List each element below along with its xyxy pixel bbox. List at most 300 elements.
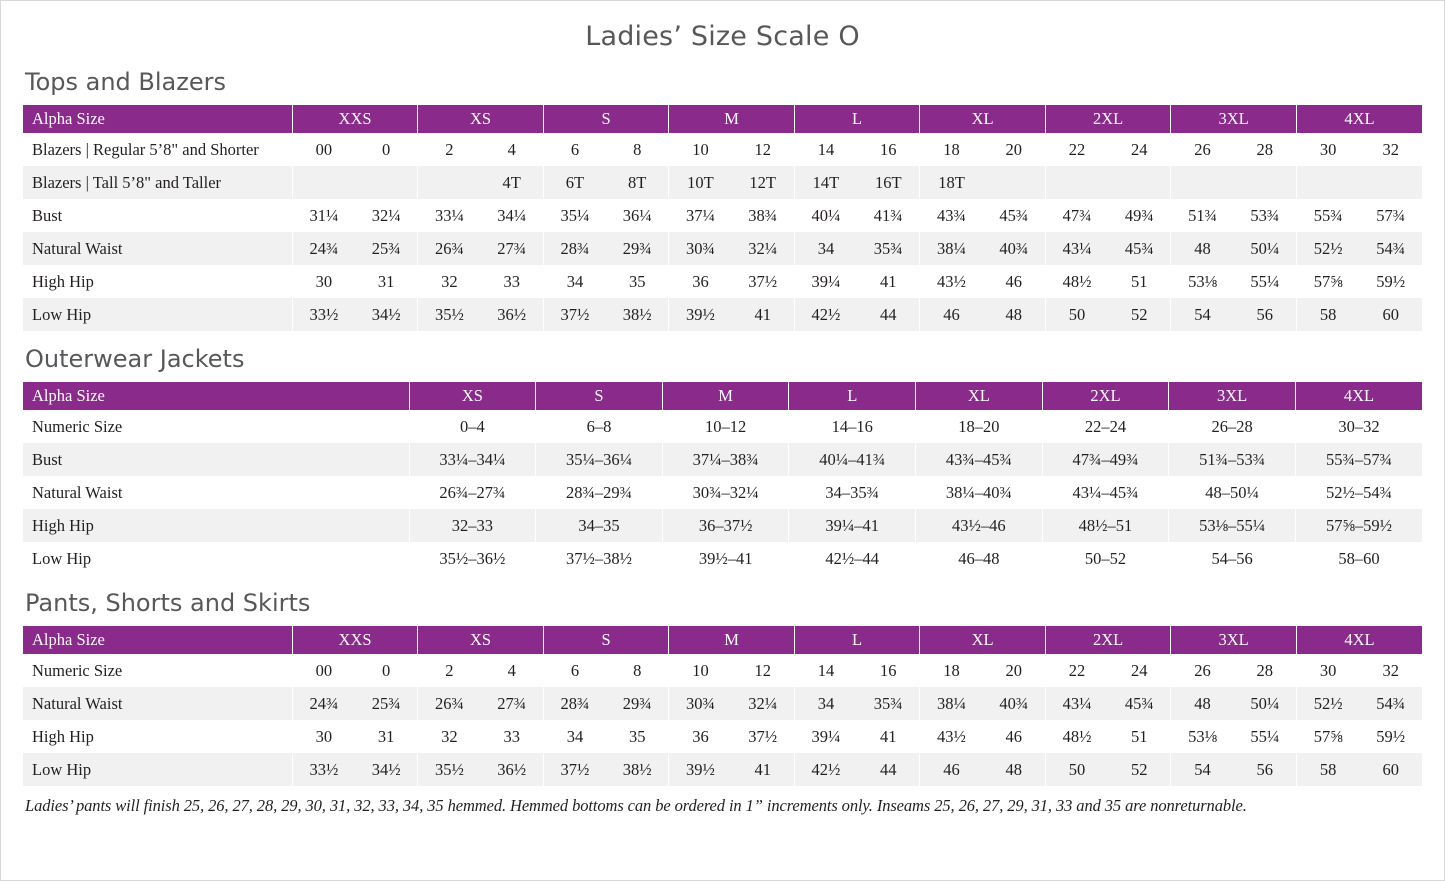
table-row	[23, 720, 1422, 753]
cell-value: 54	[1194, 305, 1211, 324]
cell-value: 48½	[1062, 272, 1092, 291]
cell-value: 34½	[371, 305, 401, 324]
cell-value: 58	[1319, 305, 1337, 324]
table-row	[23, 542, 1422, 575]
table-cell: 34–35	[536, 509, 663, 542]
cell-value: 53⅛	[1188, 272, 1217, 291]
row-label: Low Hip	[23, 542, 409, 575]
table-cell: 50–52	[1042, 542, 1169, 575]
table-row	[23, 509, 1422, 542]
row-label: High Hip	[23, 720, 292, 753]
table-cell	[669, 753, 795, 786]
table-cell: 32–33	[409, 509, 536, 542]
table-cell: 43¾–45¾	[916, 443, 1043, 476]
table-cell: 34–35¾	[789, 476, 916, 509]
cell-value: 31	[377, 272, 395, 291]
table-cell	[1171, 265, 1297, 298]
cell-value: 0	[382, 140, 391, 159]
table-cell: 35¼–36¼	[536, 443, 663, 476]
cell-value: 60	[1382, 305, 1399, 324]
table-row	[23, 298, 1422, 331]
cell-value: 34¼	[497, 206, 527, 225]
table-cell	[1171, 753, 1297, 786]
cell-value: 8T	[628, 173, 647, 192]
cell-value: 49¾	[1124, 206, 1154, 225]
cell-value: 22	[1068, 140, 1086, 159]
table-cell	[920, 133, 1046, 166]
table-cell	[794, 720, 920, 753]
cell-value: 30	[1319, 140, 1337, 159]
table-cell	[543, 298, 669, 331]
table-cell	[292, 720, 418, 753]
column-header: 4XL	[1296, 626, 1422, 654]
table-cell	[418, 166, 544, 199]
table-pants-shorts-and-skirts	[23, 626, 1422, 786]
table-cell	[1045, 232, 1171, 265]
cell-value: 48	[1194, 694, 1211, 713]
page-title: Ladies’ Size Scale O	[585, 21, 860, 52]
table-outerwear-jackets	[23, 382, 1422, 575]
cell-value: 00	[315, 140, 333, 159]
cell-value: 43¼	[1062, 239, 1092, 258]
cell-value: 30¾	[686, 694, 715, 713]
table-row	[23, 654, 1422, 687]
cell-value: 2	[445, 140, 454, 159]
cell-value: 12	[754, 661, 771, 680]
cell-value: 34	[566, 272, 584, 291]
cell-value: 43½	[937, 727, 966, 746]
row-label: High Hip	[23, 265, 292, 298]
table-cell: 39¼–41	[789, 509, 916, 542]
cell-value: 00	[315, 661, 333, 680]
cell-value: 35	[628, 727, 646, 746]
table-cell	[1296, 687, 1422, 720]
table-cell	[1296, 133, 1422, 166]
cell-value: 45¾	[1124, 694, 1154, 713]
table-cell	[292, 654, 418, 687]
table-cell: 52½–54¾	[1295, 476, 1422, 509]
table-cell: 43¼–45¾	[1042, 476, 1169, 509]
table-cell: 28¾–29¾	[536, 476, 663, 509]
column-header: L	[789, 382, 916, 410]
column-header: XXS	[292, 105, 418, 133]
table-cell	[418, 720, 544, 753]
table-header-row	[23, 626, 1422, 654]
table-row	[23, 133, 1422, 166]
cell-value: 42½	[811, 760, 841, 779]
cell-value: 27¾	[497, 694, 527, 713]
cell-value: 28¾	[560, 694, 590, 713]
table-cell	[292, 687, 418, 720]
table-cell	[1296, 199, 1422, 232]
table-cell: 53⅛–55¼	[1169, 509, 1296, 542]
table-cell	[794, 166, 920, 199]
cell-value: 25¾	[371, 694, 401, 713]
table-row	[23, 232, 1422, 265]
cell-value: 22	[1068, 661, 1086, 680]
cell-value: 54	[1194, 760, 1211, 779]
cell-value: 47¾	[1062, 206, 1092, 225]
table-cell	[1296, 753, 1422, 786]
cell-value: 56	[1256, 760, 1274, 779]
table-row	[23, 687, 1422, 720]
table-cell	[1045, 720, 1171, 753]
table-cell	[1045, 199, 1171, 232]
table-cell	[794, 298, 920, 331]
row-label: Bust	[23, 443, 409, 476]
cell-value: 44	[879, 305, 897, 324]
table-cell	[1296, 166, 1422, 199]
row-label: Low Hip	[23, 298, 292, 331]
cell-value: 38½	[622, 305, 652, 324]
cell-value: 52	[1131, 760, 1148, 779]
table-cell	[1171, 298, 1297, 331]
table-cell	[292, 166, 418, 199]
table-cell	[794, 753, 920, 786]
table-cell	[418, 298, 544, 331]
table-cell	[1171, 654, 1297, 687]
cell-value: 36½	[497, 305, 527, 324]
cell-value: 14	[817, 661, 835, 680]
cell-value: 6	[570, 140, 580, 159]
column-header: XL	[920, 626, 1046, 654]
table-cell: 40¼–41¾	[789, 443, 916, 476]
cell-value: 59½	[1376, 272, 1406, 291]
table-cell: 0–4	[409, 410, 536, 443]
table-cell	[669, 654, 795, 687]
column-header: S	[536, 382, 663, 410]
cell-value: 48	[1005, 305, 1022, 324]
table-row	[23, 265, 1422, 298]
cell-value: 34	[817, 239, 835, 258]
table-cell	[1045, 654, 1171, 687]
table-cell	[418, 199, 544, 232]
table-cell	[920, 199, 1046, 232]
table-cell	[1045, 265, 1171, 298]
cell-value: 10	[692, 661, 709, 680]
cell-value: 6T	[565, 173, 585, 192]
column-header: M	[669, 105, 795, 133]
cell-value: 35½	[434, 305, 464, 324]
table-cell	[292, 298, 418, 331]
section-title-outerwear-jackets: Outerwear Jackets	[25, 345, 245, 373]
table-cell	[920, 232, 1046, 265]
cell-value: 46	[943, 760, 960, 779]
cell-value: 30¾	[686, 239, 715, 258]
cell-value: 41	[754, 760, 771, 779]
cell-value: 40¾	[999, 694, 1029, 713]
table-cell: 10–12	[662, 410, 789, 443]
table-cell	[292, 753, 418, 786]
footnote: Ladies’ pants will finish 25, 26, 27, 28, 29, 30, 31, 32, 33, 34, 35 hemmed. Hemmed bottoms can be ordered in 1” increments only. Inseams 25, 26, 27, 29, 31, 33 and 35 are nonreturnable.	[25, 796, 1247, 815]
cell-value: 26¾	[434, 239, 464, 258]
cell-value: 55¼	[1250, 272, 1280, 291]
table-cell	[1045, 753, 1171, 786]
column-header: XL	[916, 382, 1043, 410]
cell-value: 46	[1005, 727, 1022, 746]
table-cell: 39½–41	[662, 542, 789, 575]
table-cell	[543, 265, 669, 298]
table-row	[23, 753, 1422, 786]
row-label: Numeric Size	[23, 654, 292, 687]
cell-value: 4	[507, 661, 516, 680]
table-cell	[794, 687, 920, 720]
table-cell: 18–20	[916, 410, 1043, 443]
cell-value: 52	[1131, 305, 1148, 324]
table-cell	[543, 166, 669, 199]
row-label: Natural Waist	[23, 232, 292, 265]
cell-value: 20	[1005, 661, 1022, 680]
cell-value: 37½	[560, 760, 590, 779]
cell-value: 39¼	[811, 727, 841, 746]
cell-value: 41¾	[873, 206, 903, 225]
table-row	[23, 476, 1422, 509]
table-cell	[794, 133, 920, 166]
row-label: Bust	[23, 199, 292, 232]
cell-value: 30	[315, 272, 333, 291]
column-header: 3XL	[1171, 626, 1297, 654]
cell-value: 4T	[502, 173, 521, 192]
cell-value: 33	[503, 727, 520, 746]
column-header: 3XL	[1169, 382, 1296, 410]
table-cell	[669, 232, 795, 265]
cell-value: 39½	[686, 305, 715, 324]
column-header: M	[669, 626, 795, 654]
cell-value: 45¾	[1124, 239, 1154, 258]
cell-value: 29¾	[622, 694, 652, 713]
cell-value: 38¼	[937, 694, 966, 713]
row-label: Natural Waist	[23, 687, 292, 720]
cell-value: 57⅝	[1313, 272, 1343, 291]
cell-value: 60	[1382, 760, 1399, 779]
cell-value: 56	[1256, 305, 1274, 324]
row-label: Natural Waist	[23, 476, 409, 509]
table-cell	[669, 265, 795, 298]
table-cell	[1171, 133, 1297, 166]
cell-value: 4	[507, 140, 516, 159]
table-cell	[920, 687, 1046, 720]
table-cell	[920, 265, 1046, 298]
table-cell	[1171, 720, 1297, 753]
table-cell: 57⅝–59½	[1295, 509, 1422, 542]
column-header: XXS	[292, 626, 418, 654]
cell-value: 48½	[1062, 727, 1092, 746]
table-cell: 55¾–57¾	[1295, 443, 1422, 476]
table-cell	[292, 133, 418, 166]
table-cell	[418, 753, 544, 786]
cell-value: 6	[570, 661, 580, 680]
column-header: XS	[418, 105, 544, 133]
cell-value: 32¼	[371, 206, 401, 225]
table-cell: 48–50¼	[1169, 476, 1296, 509]
cell-value: 35¾	[873, 694, 903, 713]
cell-value: 33½	[309, 760, 339, 779]
cell-value: 32	[1382, 140, 1399, 159]
cell-value: 55¾	[1313, 206, 1343, 225]
table-cell	[1045, 133, 1171, 166]
cell-value: 24¾	[309, 694, 339, 713]
table-cell	[1045, 298, 1171, 331]
cell-value: 50¼	[1250, 239, 1280, 258]
table-cell	[543, 199, 669, 232]
cell-value: 18	[943, 661, 960, 680]
cell-value: 20	[1005, 140, 1022, 159]
cell-value: 50	[1068, 305, 1086, 324]
cell-value: 32	[441, 272, 458, 291]
cell-value: 31¼	[309, 206, 339, 225]
cell-value: 26	[1194, 661, 1211, 680]
table-header-row	[23, 105, 1422, 133]
cell-value: 48	[1005, 760, 1022, 779]
table-cell: 22–24	[1042, 410, 1169, 443]
cell-value: 24	[1131, 661, 1148, 680]
table-cell	[669, 720, 795, 753]
cell-value: 38¾	[748, 206, 778, 225]
cell-value: 53¾	[1250, 206, 1280, 225]
cell-value: 41	[879, 727, 897, 746]
table-cell: 33¼–34¼	[409, 443, 536, 476]
table-cell	[669, 199, 795, 232]
table-cell	[543, 133, 669, 166]
column-header: S	[543, 105, 669, 133]
column-header: 3XL	[1171, 105, 1297, 133]
cell-value: 57⅝	[1313, 727, 1343, 746]
row-label: Numeric Size	[23, 410, 409, 443]
cell-value: 14	[817, 140, 835, 159]
column-header: 2XL	[1045, 105, 1171, 133]
cell-value: 35¾	[873, 239, 903, 258]
column-header: Alpha Size	[23, 382, 409, 410]
table-cell: 6–8	[536, 410, 663, 443]
table-cell	[1296, 654, 1422, 687]
cell-value: 57¾	[1376, 206, 1406, 225]
table-cell	[1171, 687, 1297, 720]
table-cell	[292, 265, 418, 298]
cell-value: 25¾	[371, 239, 401, 258]
row-label: Low Hip	[23, 753, 292, 786]
cell-value: 52½	[1313, 239, 1343, 258]
table-cell	[1296, 265, 1422, 298]
cell-value: 44	[879, 760, 897, 779]
cell-value: 18T	[938, 173, 965, 192]
cell-value: 34	[817, 694, 835, 713]
table-cell: 37¼–38¾	[662, 443, 789, 476]
cell-value: 14T	[812, 173, 840, 192]
cell-value: 33½	[309, 305, 339, 324]
cell-value: 38¼	[937, 239, 966, 258]
cell-value: 34	[566, 727, 584, 746]
table-cell	[1045, 687, 1171, 720]
cell-value: 36½	[497, 760, 527, 779]
table-cell: 48½–51	[1042, 509, 1169, 542]
cell-value: 52½	[1313, 694, 1343, 713]
table-cell	[543, 687, 669, 720]
table-cell	[292, 199, 418, 232]
cell-value: 33	[503, 272, 520, 291]
cell-value: 24¾	[309, 239, 339, 258]
column-header: XL	[920, 105, 1046, 133]
table-cell	[418, 687, 544, 720]
cell-value: 35	[628, 272, 646, 291]
section-title-pants-shorts-and-skirts: Pants, Shorts and Skirts	[25, 589, 311, 617]
table-cell	[418, 133, 544, 166]
cell-value: 8	[633, 661, 642, 680]
table-cell: 51¾–53¾	[1169, 443, 1296, 476]
table-cell	[418, 654, 544, 687]
table-cell	[543, 753, 669, 786]
cell-value: 41	[879, 272, 897, 291]
cell-value: 37½	[748, 727, 778, 746]
cell-value: 51	[1131, 727, 1148, 746]
column-header: 2XL	[1045, 626, 1171, 654]
cell-value: 48	[1194, 239, 1211, 258]
table-cell: 14–16	[789, 410, 916, 443]
cell-value: 24	[1131, 140, 1148, 159]
cell-value: 40¾	[999, 239, 1029, 258]
table-cell	[794, 654, 920, 687]
column-header: Alpha Size	[23, 105, 292, 133]
cell-value: 26	[1194, 140, 1211, 159]
cell-value: 12	[754, 140, 771, 159]
cell-value: 29¾	[622, 239, 652, 258]
cell-value: 53⅛	[1188, 727, 1217, 746]
cell-value: 39½	[686, 760, 715, 779]
table-cell	[794, 199, 920, 232]
table-cell: 26¾–27¾	[409, 476, 536, 509]
cell-value: 59½	[1376, 727, 1406, 746]
cell-value: 2	[445, 661, 454, 680]
cell-value: 12T	[749, 173, 777, 192]
table-cell: 38¼–40¾	[916, 476, 1043, 509]
cell-value: 0	[382, 661, 391, 680]
table-cell: 42½–44	[789, 542, 916, 575]
table-cell: 54–56	[1169, 542, 1296, 575]
table-cell	[1171, 166, 1297, 199]
cell-value: 46	[1005, 272, 1022, 291]
cell-value: 46	[943, 305, 960, 324]
table-cell	[920, 753, 1046, 786]
table-cell	[920, 166, 1046, 199]
table-cell	[1296, 232, 1422, 265]
table-cell	[418, 265, 544, 298]
table-row	[23, 166, 1422, 199]
table-cell	[1045, 166, 1171, 199]
table-cell	[543, 654, 669, 687]
cell-value: 54¾	[1376, 239, 1406, 258]
cell-value: 37¼	[686, 206, 715, 225]
cell-value: 36¼	[622, 206, 652, 225]
table-cell	[1296, 720, 1422, 753]
cell-value: 33¼	[434, 206, 464, 225]
cell-value: 28¾	[560, 239, 590, 258]
cell-value: 42½	[811, 305, 841, 324]
cell-value: 43½	[937, 272, 966, 291]
table-cell	[794, 232, 920, 265]
cell-value: 32	[441, 727, 458, 746]
cell-value: 51	[1131, 272, 1148, 291]
cell-value: 50¼	[1250, 694, 1280, 713]
column-header: XS	[409, 382, 536, 410]
cell-value: 31	[377, 727, 395, 746]
table-cell	[1171, 199, 1297, 232]
cell-value: 10T	[687, 173, 714, 192]
cell-value: 28	[1256, 140, 1274, 159]
table-tops-and-blazers	[23, 105, 1422, 331]
column-header: 4XL	[1295, 382, 1422, 410]
cell-value: 16	[879, 661, 897, 680]
cell-value: 41	[754, 305, 771, 324]
cell-value: 39¼	[811, 272, 841, 291]
